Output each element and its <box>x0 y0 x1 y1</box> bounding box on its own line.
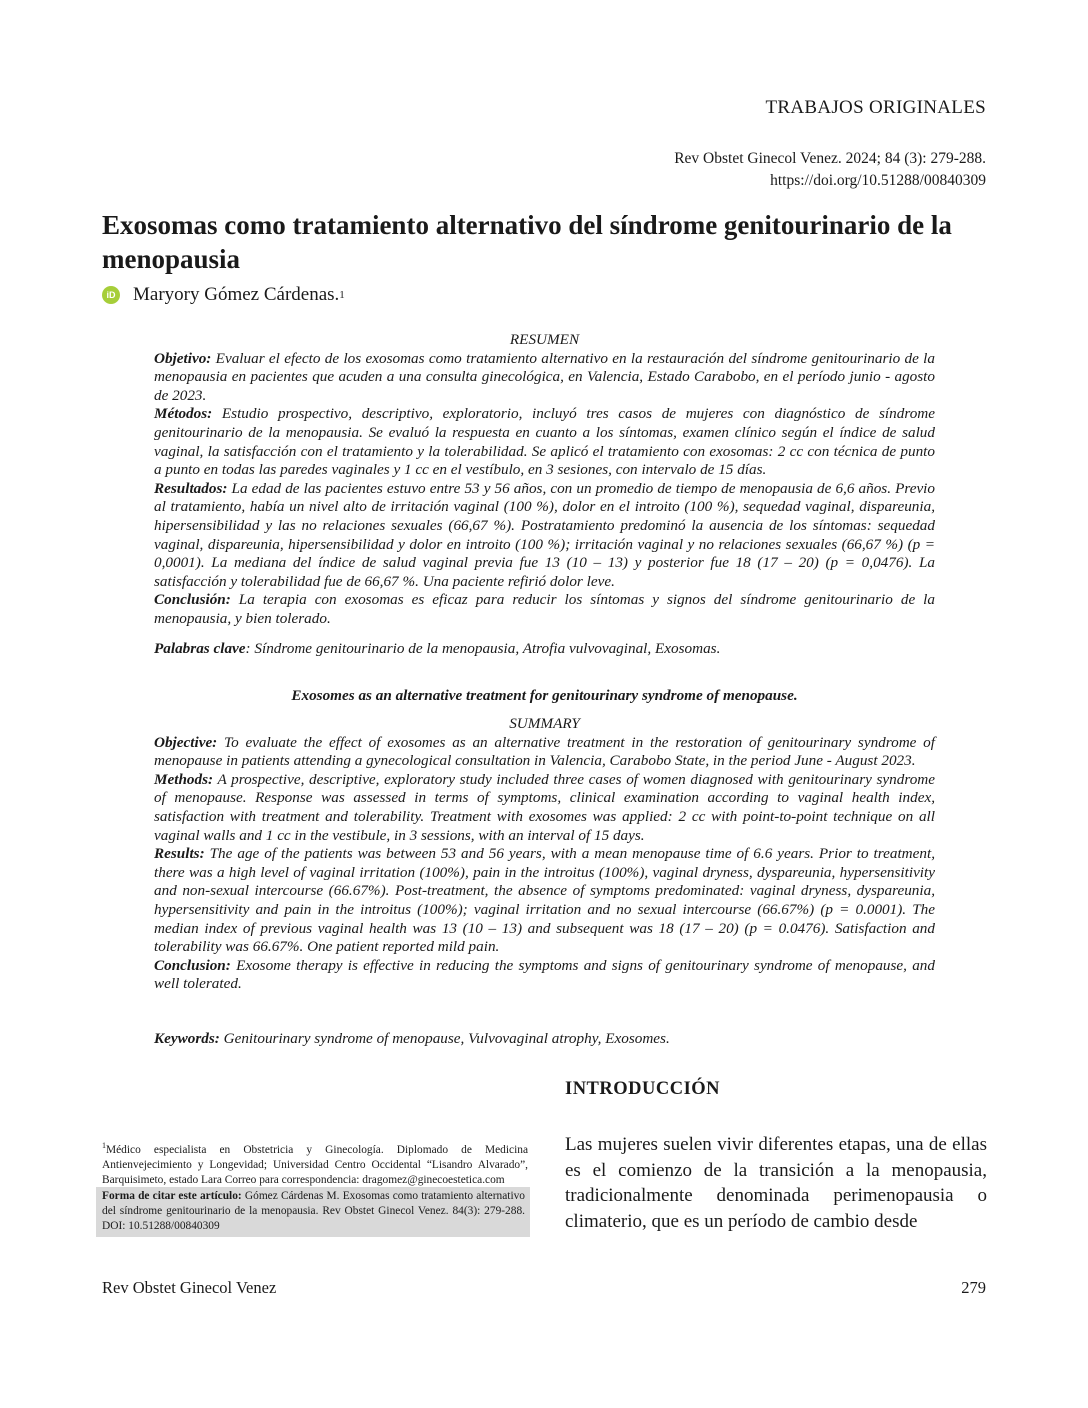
how-to-cite-box: Forma de citar este artículo: Gómez Cárdenas M. Exosomas como tratamiento alternativo del síndrome genitourinario de la menopausia. Rev Obstet Ginecol Venez. 84(3): 279-288. DOI: 10.51288/00840309 <box>96 1187 530 1237</box>
author-line <box>102 284 345 306</box>
summary-block <box>154 715 935 994</box>
author-name: Maryory Gómez Cárdenas. <box>133 284 340 305</box>
resumen-heading: RESUMEN <box>509 331 580 348</box>
article-title: Exosomas como tratamiento alternativo del síndrome genitourinario de la menopausia <box>102 210 952 274</box>
resumen-objetivo: Objetivo: Evaluar el efecto de los exosomas como tratamiento alternativo en la restauración del síndrome genitourinario de la menopausia en pacientes que acuden a una consulta ginecológica, en Valencia, Estado Carabobo, en el período junio - agosto de 2023. <box>154 349 935 404</box>
resumen-metodos: Métodos: Estudio prospectivo, descriptivo, exploratorio, incluyó tres casos de mujeres con diagnóstico de síndrome genitourinario de la menopausia. Se evaluó la respuesta en cuanto a los síntomas, examen clínico según el índice de salud vaginal, la satisfacción con el tratamiento y la tolerabilidad. Se aplicó el tratamiento con exosomas: 2 cc con técnica de punto a punto en todas las paredes vaginales y 1 cc en el vestíbulo, en 3 sesiones, con intervalo de 15 días. <box>154 405 935 479</box>
summary-methods: Methods: A prospective, descriptive, exploratory study included three cases of women diagnosed with genitourinary syndrome of menopause. Response was assessed in terms of symptoms, clinical examination according to vaginal health index, satisfaction with treatment and tolerability. Treatment with exosomes was applied: 2 cc with point-to-point technique on all vaginal walls and 1 cc in the vestibule, in 3 sessions, with an interval of 15 days. <box>154 770 935 844</box>
section-label: TRABAJOS ORIGINALES <box>765 97 986 118</box>
summary-heading: SUMMARY <box>509 715 580 732</box>
journal-citation <box>674 148 986 192</box>
author-affiliation-marker: 1 <box>339 289 345 301</box>
author-footnote: $^1$Médico especialista en Obstetricia y Ginecología. Diplomado de Medicina Antienvejecimiento y Longevidad; Universidad Centro Occidental “Lisandro Alvarado”, Barquisimeto, estado Lara Correo para correspondencia: dragomez@ginecoestetica.com <box>102 1141 528 1186</box>
summary-results: Results: The age of the patients was between 53 and 56 years, with a mean menopause time of 6.6 years. Prior to treatment, there was a high level of vaginal irritation (100%), pain in the introitus (100%), vaginal dryness, dyspareunia, hypersensitivity and non-sexual intercourse (66.67%). Post-treatment, the absence of symptoms predominated: vaginal dryness, dyspareunia, hypersensitivity and pain in the introitus (100%); vaginal irritation and no sexual intercourse (66.67%) (p = 0.0001). The median index of previous vaginal health was 13 (10 – 13) and subsequent was 18 (17 – 20) (p = 0.0476). Satisfaction and tolerability was 66.67%. One patient reported mild pain. <box>154 845 935 956</box>
summary-objective: Objective: To evaluate the effect of exosomes as an alternative treatment in the restoration of genitourinary syndrome of menopause in patients attending a gynecological consultation in Valencia, Carabobo State, in the period June - August 2023. <box>154 733 935 770</box>
introduction-heading: INTRODUCCIÓN <box>565 1079 721 1099</box>
resumen-block <box>154 331 935 629</box>
english-title: Exosomes as an alternative treatment for genitourinary syndrome of menopause. <box>291 687 798 704</box>
keywords: Keywords: Genitourinary syndrome of menopause, Vulvovaginal atrophy, Exosomes. <box>154 1030 670 1047</box>
doi-link[interactable]: https://doi.org/10.51288/00840309 <box>770 172 986 189</box>
resumen-resultados: Resultados: La edad de las pacientes estuvo entre 53 y 56 años, con un promedio de tiempo de menopausia de 6,6 años. Previo al tratamiento, había un nivel alto de irritación vaginal (100 %), dolor en el introito (100 %), sequedad vaginal, dispareunia, hipersensibilidad y las no relaciones sexuales (66,67 %). Postratamiento predominó la ausencia de los síntomas: sequedad vaginal, dispareunia, hipersensibilidad y dolor en introito (100 %); irritación vaginal y no relaciones sexuales (66,67 %) (p = 0,0001). La mediana del índice de salud vaginal previa fue 13 (10 – 13) y posterior fue 18 (17 – 20) (p = 0,0476). La satisfacción y tolerabilidad fue de 66,67 %. Una paciente refirió dolor leve. <box>154 479 935 590</box>
journal-issue: Rev Obstet Ginecol Venez. 2024; 84 (3): 279-288. <box>674 150 986 167</box>
summary-conclusion: Conclusion: Exosome therapy is effective in reducing the symptoms and signs of genitourinary syndrome of menopause, and well tolerated. <box>154 956 935 993</box>
resumen-conclusion: Conclusión: La terapia con exosomas es eficaz para reducir los síntomas y signos del síndrome genitourinario de la menopausia, y bien tolerado. <box>154 591 935 627</box>
page-number: 279 <box>961 1278 986 1297</box>
palabras-clave: Palabras clave: Síndrome genitourinario de la menopausia, Atrofia vulvovaginal, Exosomas. <box>154 640 721 657</box>
orcid-icon[interactable]: iD <box>102 286 120 304</box>
footer-journal: Rev Obstet Ginecol Venez <box>102 1278 277 1297</box>
introduction-body: Las mujeres suelen vivir diferentes etapas, una de ellas es el comienzo de la transición a la menopausia, tradicionalmente denominada perimenopausia o climaterio, que es un período de cambio desde <box>565 1134 987 1232</box>
